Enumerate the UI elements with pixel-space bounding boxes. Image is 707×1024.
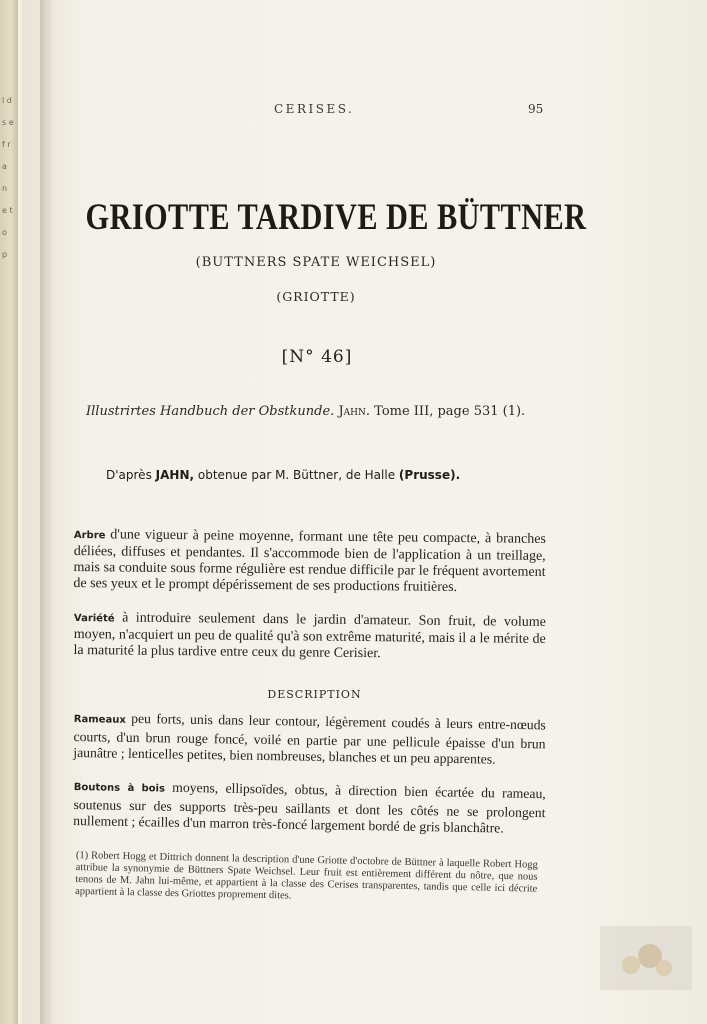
bibliographic-reference: [86, 404, 556, 419]
paragraph-variete: [73, 610, 545, 664]
origin-line: [106, 468, 546, 482]
paragraph-variete-text: à introduire seulement dans le jardin d'amateur. Son fruit, de volume moyen, n'acquiert un peu de qualité qu'à son extrême maturité, mais il a le mérite de la maturité la plus tardive entre ceux du genre Cerisier.: [73, 610, 546, 662]
origin-prefix: D'après: [106, 468, 152, 482]
running-title: CERISES.: [274, 102, 355, 116]
facing-page-margin-text: l d s e f r a n e t o p: [2, 96, 14, 259]
origin-place: (Prusse).: [398, 468, 461, 482]
origin-author: JAHN,: [155, 468, 195, 482]
paragraph-rameaux-lead: Rameaux: [73, 713, 126, 726]
reference-author: Jahn.: [338, 404, 371, 419]
book-page: [22, 0, 707, 1024]
watermark-fruit-icon: [656, 960, 672, 976]
paragraph-variete-lead: Variété: [73, 612, 115, 625]
section-heading-description: DESCRIPTION: [267, 688, 362, 701]
variety-class: (GRIOTTE): [276, 289, 356, 304]
page-fold-shadow: [40, 0, 54, 1024]
paragraph-rameaux: [73, 710, 546, 769]
paragraph-arbre-lead: Arbre: [73, 529, 106, 542]
paragraph-arbre-text: d'une vigueur à peine moyenne, formant une tête peu compacte, à branches déliées, diffuses et pendantes. Il s'accommode bien de l'application à un treillage, mais sa conduite sous forme régulière est rendue difficile par le fréquent avortement de ses yeux et le prompt dépérissement de ses productions fruitières.: [73, 527, 546, 596]
footnote: (1) Robert Hogg et Dittrich donnent la description d'une Griotte d'octobre de Büttner à laquelle Robert Hogg attribue la synonymie de Büttners Spate Weichsel. Leur fruit est entièrement différent du nôtre, que nous tenons de M. Jahn lui-même, et appartient à la classe des Cerises transparentes, tandis que celle ici décrite appartient à la classe des Griottes proprement dites.: [75, 850, 538, 902]
paragraph-boutons: [73, 778, 546, 838]
origin-middle: obtenue par M. Büttner, de Halle: [197, 468, 396, 482]
watermark-logo: [600, 926, 692, 990]
running-head: [22, 102, 707, 120]
paragraph-rameaux-text: peu forts, unis dans leur contour, légèrement coudés à leurs entre-nœuds courts, d'un brun rouge foncé, voilé en partie par une pellicule épaisse d'un brun jaunâtre ; lenticelles petites, bien nombreuses, blanches et un peu apparentes.: [73, 710, 546, 767]
variety-synonym: (BUTTNERS SPATE WEICHSEL): [195, 255, 437, 270]
variety-number: [N° 46]: [281, 347, 353, 367]
paragraph-boutons-text: moyens, ellipsoïdes, obtus, à direction bien écartée du rameau, soutenus sur des supports très-peu saillants et dont les côtés ne se prolongent nullement ; écailles d'un marron très-foncé largement bordé de gris blanchâtre.: [73, 779, 546, 836]
reference-book: Illustrirtes Handbuch der Obstkunde.: [86, 404, 335, 419]
variety-title: GRIOTTE TARDIVE DE BÜTTNER: [85, 197, 587, 238]
watermark-fruit-icon: [622, 956, 640, 974]
page-number: 95: [528, 102, 544, 116]
paragraph-boutons-lead: Boutons à bois: [73, 781, 166, 795]
paragraph-arbre: [73, 527, 546, 597]
reference-volume: Tome III, page 531 (1).: [374, 404, 526, 419]
